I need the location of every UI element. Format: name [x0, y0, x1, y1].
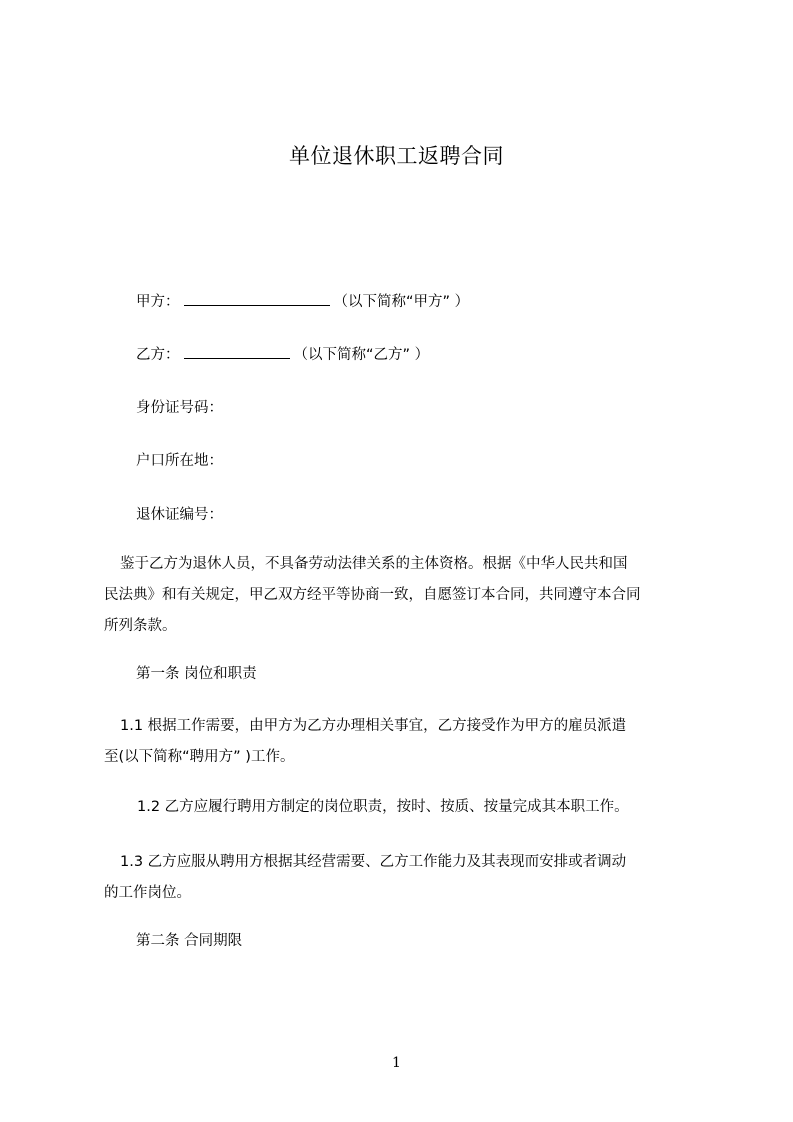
clause-1-1-line: 1.1 根据工作需要，由甲方为乙方办理相关事宜，乙方接受作为甲方的雇员派遣 — [120, 718, 627, 734]
preamble-line: 鉴于乙方为退休人员，不具备劳动法律关系的主体资格。根据《中华人民共和国 — [120, 556, 628, 572]
party-a-line — [136, 291, 704, 312]
party-a-label: 甲方： — [136, 294, 180, 310]
preamble-line: 民法典》和有关规定，甲乙双方经平等协商一致，自愿签订本合同，共同遵守本合同 — [104, 587, 641, 603]
party-a-blank[interactable] — [184, 291, 330, 306]
clause-1-1 — [104, 711, 700, 773]
preamble-line: 所列条款。 — [104, 618, 177, 634]
preamble-paragraph — [104, 549, 700, 642]
party-a-suffix: （以下简称“甲方” ） — [333, 294, 470, 310]
household-label: 户口所在地： — [136, 453, 223, 469]
clause-1-3-line: 1.3 乙方应服从聘用方根据其经营需要、乙方工作能力及其表现而安排或者调动 — [120, 854, 627, 870]
retire-cert-label: 退休证编号： — [136, 507, 223, 523]
party-b-suffix: （以下简称“乙方” ） — [293, 347, 430, 363]
document-title: 单位退休职工返聘合同 — [289, 144, 504, 168]
party-b-line — [136, 344, 704, 365]
article-1-heading: 第一条 岗位和职责 — [136, 666, 257, 682]
article-2-heading: 第二条 合同期限 — [136, 933, 243, 949]
clause-1-1-line: 至(以下简称“聘用方” )工作。 — [104, 749, 295, 765]
party-b-blank[interactable] — [184, 344, 290, 359]
party-b-label: 乙方： — [136, 347, 180, 363]
clause-1-3 — [104, 847, 700, 909]
id-number-label: 身份证号码： — [136, 400, 223, 416]
page-number: 1 — [392, 1055, 401, 1071]
clause-1-3-line: 的工作岗位。 — [104, 885, 191, 901]
clause-1-2: 1.2 乙方应履行聘用方制定的岗位职责，按时、按质、按量完成其本职工作。 — [137, 799, 629, 815]
